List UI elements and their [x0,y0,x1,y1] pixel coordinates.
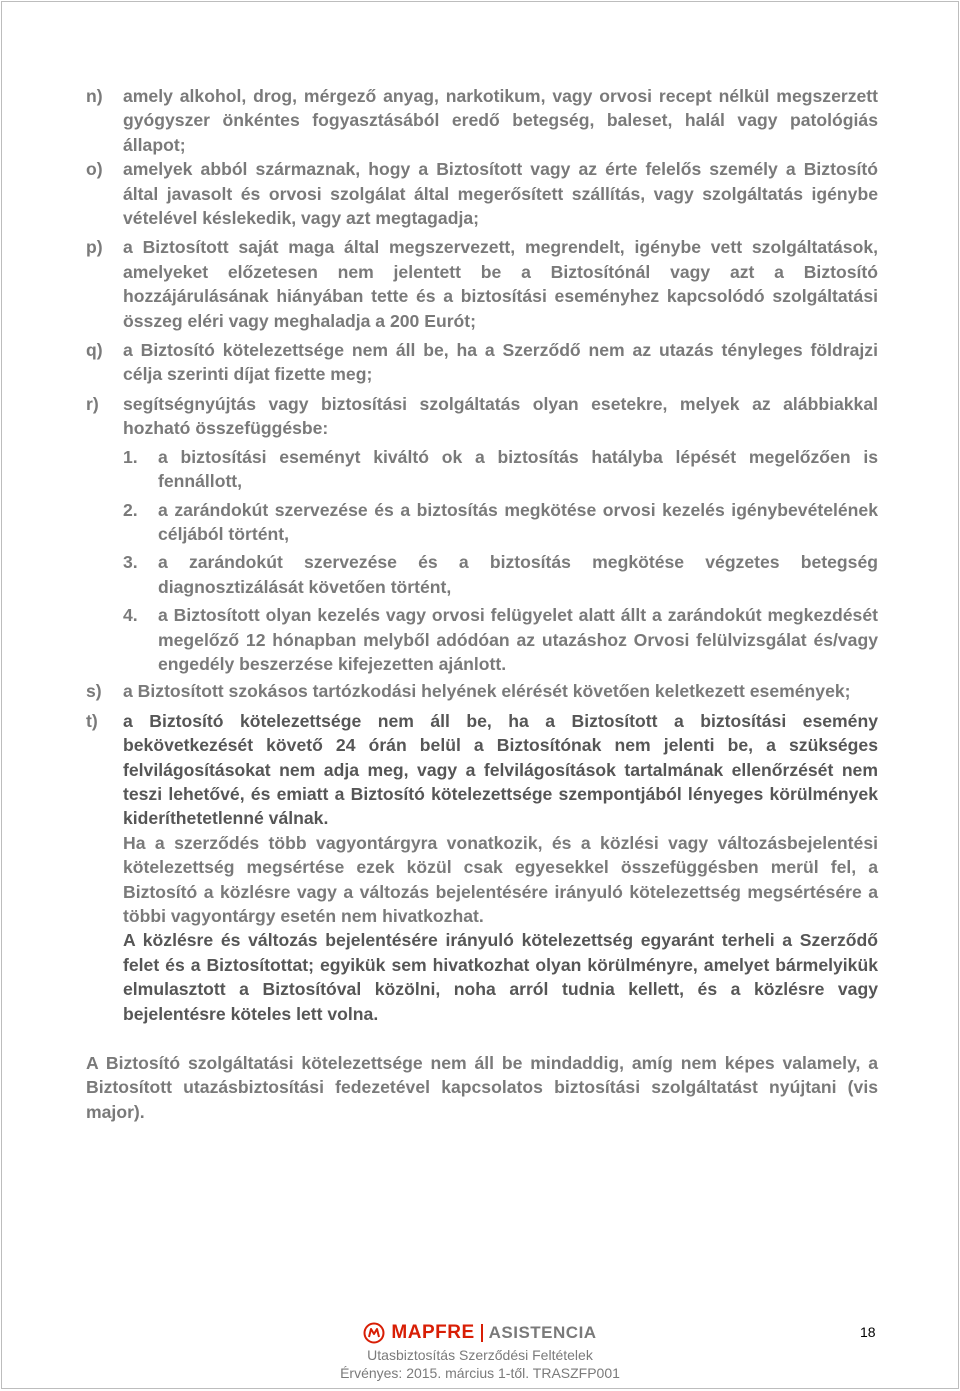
item-label: n) [86,86,103,106]
sub-item-number: 1. [123,446,138,467]
paragraph-vis-major: A Biztosító szolgáltatási kötelezettsége nem áll be mindaddig, amíg nem képes valamely, a Biztosított utazásbiztosítási fedezetével kapcsolatos biztosítási szolgáltatást nyújtani (vis major). [86,1053,878,1122]
item-text: a Biztosító kötelezettsége nem áll be, ha a Szerződő nem az utazás tényleges földrajzi célja szerinti díjat fizette meg; [123,340,878,385]
item-label: q) [86,340,103,361]
sub-item-2 [86,498,878,547]
brand-divider [481,1324,483,1342]
paragraph-disclosure-obligation: A közlésre és változás bejelentésére irányuló kötelezettség egyaránt terheli a Szerződő felet és a Biztosítottat; egyikük sem hivatkozhat olyan körülményre, amelyet bármelyikük elmulasztott a Biztosítóval közölni, noha arról tudnia kellett, és a közlésre vagy bejelentésre köteles lett volna. [123,930,878,1024]
list-item-p [86,235,878,333]
sub-item-3 [86,550,878,599]
sub-item-number: 4. [123,605,138,626]
list-item-t [86,709,878,831]
brand-secondary: ASISTENCIA [488,1323,597,1342]
list-item-r [86,392,878,441]
sub-item-text: a biztosítási eseményt kiváltó ok a biztosítás hatályba lépését megelőzően is fennállott, [158,446,878,492]
item-label: p) [86,237,103,258]
brand-primary: MAPFRE [391,1322,475,1343]
item-label: r) [86,393,99,414]
item-text: amely alkohol, drog, mérgező anyag, narkotikum, vagy orvosi recept nélkül megszerzett gyógyszer önkéntes fogyasztásából eredő betegség, baleset, halál vagy patológiás állapot; [123,86,878,155]
item-label: o) [86,159,103,180]
sub-item-number: 2. [123,499,138,520]
page-footer [2,1320,958,1382]
list-item-q [86,338,878,387]
document-page [1,1,959,1389]
brand-logo [2,1320,958,1346]
item-text: amelyek abból származnak, hogy a Biztosított vagy az érte felelős személy a Biztosító által javasolt és orvosi szolgálat által megerősített szállítás, vagy szolgáltatás igénybe vételével késlekedik, vagy azt megtagadja; [123,159,878,229]
sub-item-text: a zarándokút szervezése és a biztosítás megkötése orvosi kezelés igénybevételének céljából történt, [158,499,878,544]
footer-validity: Érvényes: 2015. március 1-től. TRASZFP001 [340,1365,620,1381]
item-label: s) [86,681,102,702]
sub-item-text: a zarándokút szervezése és a biztosítás megkötése végzetes betegség diagnosztizálását követően történt, [158,552,878,597]
paragraph-multiple-assets: Ha a szerződés több vagyontárgyra vonatkozik, és a közlési vagy változásbejelentési kötelezettség megsértése ezek közül csak egyesekkel összefüggésben merül fel, a Biztosító a közlésre vagy a változás bejelentésére irányuló kötelezettség megsértésére a többi vagyontárgy esetén nem hivatkozhat. [123,832,878,926]
item-text: a Biztosított szokásos tartózkodási helyének elérését követően keletkezett események; [123,681,851,702]
document-body [86,84,878,1124]
item-text: segítségnyújtás vagy biztosítási szolgáltatás olyan esetekre, melyek az alábbiakkal hozható összefüggésbe: [123,393,878,439]
sub-item-1 [86,445,878,494]
sub-item-text: a Biztosított olyan kezelés vagy orvosi felügyelet alatt állt a zarándokút megkezdését megelőző 12 hónapban melyből adódóan az utazáshoz Orvosi felülvizsgálat és/vagy engedély beszerzése kifejezetten ajánlott. [158,605,878,674]
item-text: a Biztosított saját maga által megszervezett, megrendelt, igénybe vett szolgáltatások, amelyeket előzetesen nem jelentett be a Biztosítónál vagy azt a Biztosító hozzájárulásának hiányában tette és a biztosítási eseményhez kapcsolódó szolgáltatási összeg eléri vagy meghaladja a 200 Eurót; [123,237,878,331]
list-item-o [86,157,878,230]
item-text: a Biztosító kötelezettsége nem áll be, ha a Biztosított a biztosítási esemény bekövetkezését követő 24 órán belül a Biztosítónak nem jelenti be, a szükséges felvilágosításokat nem adja meg, vagy a felvilágosítások tartalmának ellenőrzését nem teszi lehetővé, és emiatt a Biztosító kötelezettsége szempontjából lényeges körülmények kideríthetetlenné válnak. [123,710,878,829]
sub-item-4 [86,603,878,676]
page-number: 18 [860,1324,876,1340]
list-item-n [86,84,878,157]
sub-item-number: 3. [123,552,138,573]
mapfre-logo-icon [363,1322,385,1344]
item-label: t) [86,710,98,731]
footer-doc-title: Utasbiztosítás Szerződési Feltételek [367,1347,593,1363]
list-item-s [86,679,878,703]
